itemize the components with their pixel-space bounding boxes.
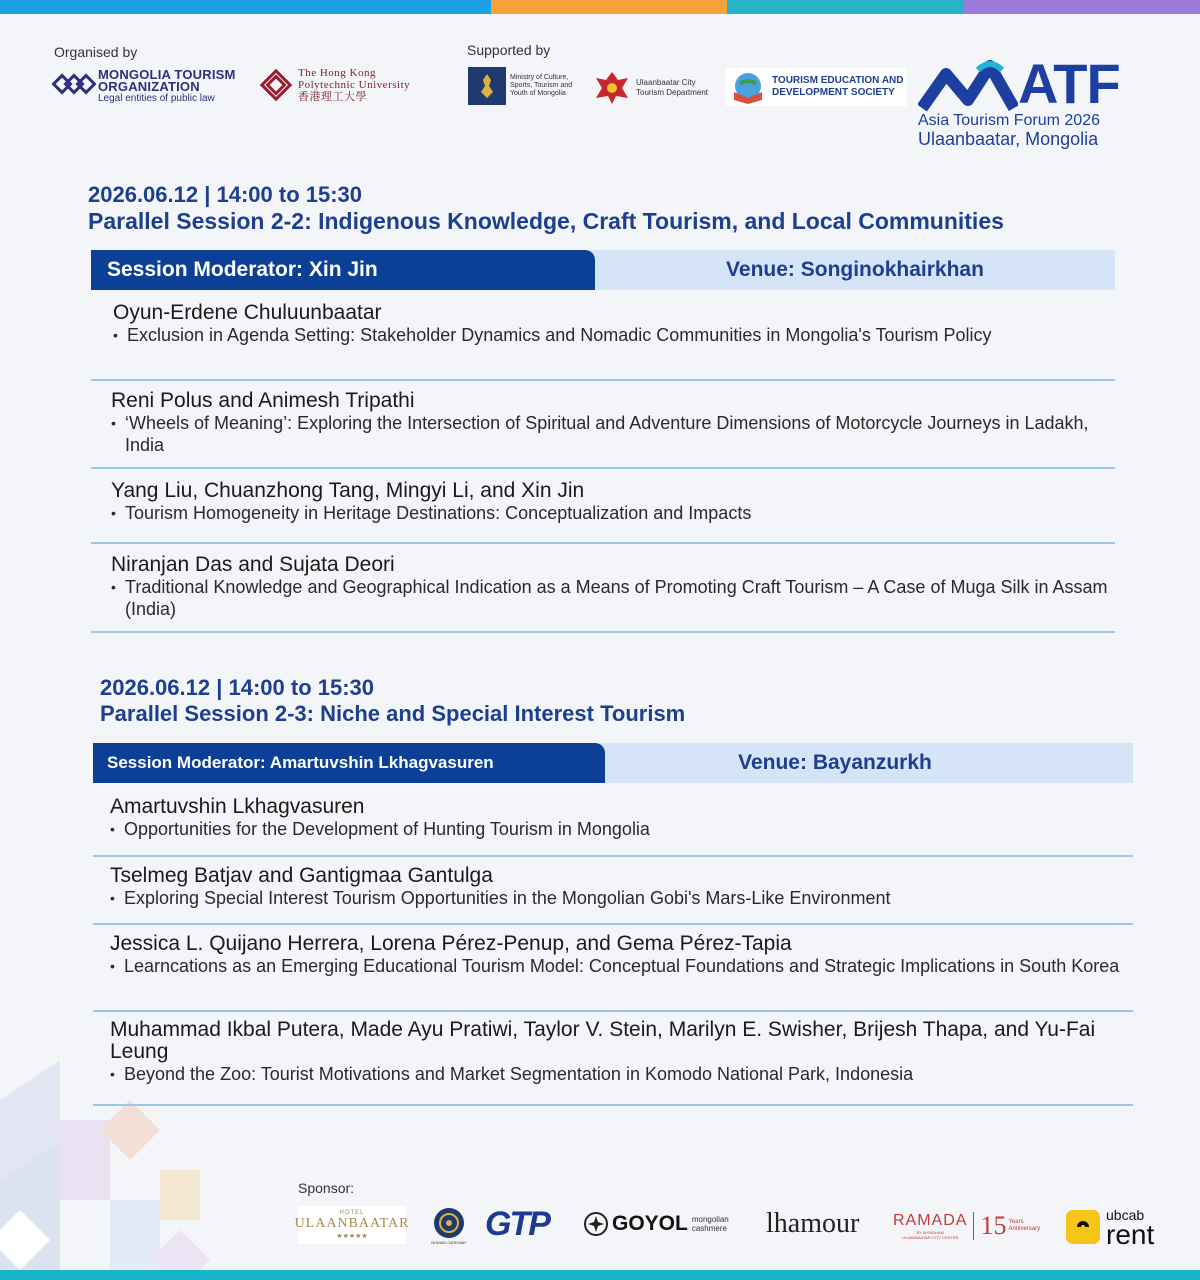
nomad-emblem-icon — [432, 1206, 466, 1240]
paper-authors: Oyun-Erdene Chuluunbaatar — [113, 301, 382, 324]
endless-knot-icon — [52, 68, 96, 104]
session-2-3-header — [100, 675, 685, 727]
paper-title: Exploring Special Interest Tourism Opportunities in the Mongolian Gobi's Mars-Like Environment — [124, 888, 891, 908]
bullet-icon: • — [111, 415, 116, 431]
paper-entry — [93, 1012, 1133, 1106]
session-2-3-paper-list — [93, 786, 1133, 1106]
lhamour-logo — [766, 1206, 859, 1242]
paper-entry — [91, 294, 1115, 381]
top-bar-orange — [491, 0, 727, 14]
mto-subtitle: Legal entities of public law — [98, 92, 215, 104]
ub-city-logo — [592, 68, 718, 108]
top-bar-teal — [727, 0, 963, 14]
hotel-name: ULAANBAATAR — [294, 1216, 410, 1231]
session-2-2-moderator-bar — [91, 250, 1115, 290]
ramada-years: Years Anniversary — [1008, 1219, 1041, 1232]
bullet-icon: • — [110, 1066, 115, 1082]
hotel-ulaanbaatar-logo — [294, 1206, 410, 1244]
gtp-text: GTP — [485, 1204, 549, 1243]
lhamour-text: lhamour — [766, 1208, 860, 1239]
paper-authors: Reni Polus and Animesh Tripathi — [111, 389, 415, 412]
ubcab-rent-logo — [1066, 1206, 1154, 1248]
goyol-text: GOYOL — [612, 1212, 688, 1235]
session-2-2-title: Parallel Session 2-2: Indigenous Knowledge, Craft Tourism, and Local Communities — [88, 208, 1004, 234]
goyol-flower-icon — [583, 1211, 609, 1237]
rent-text: rent — [1106, 1219, 1155, 1250]
paper-entry — [91, 469, 1115, 544]
polyu-name-line1: The Hong Kong — [298, 67, 376, 79]
gtp-logo — [485, 1206, 549, 1242]
nomad-text: NOMAD GATEWAY — [431, 1240, 467, 1245]
sponsor-label: Sponsor: — [298, 1180, 355, 1196]
hotel-label: HOTEL — [339, 1210, 365, 1216]
paper-entry — [91, 381, 1115, 469]
atf-mark: ATF — [1018, 52, 1120, 115]
bullet-icon: • — [110, 890, 115, 906]
paper-authors: Yang Liu, Chuanzhong Tang, Mingyi Li, and Xin Jin — [111, 479, 585, 502]
top-bar-purple — [964, 0, 1200, 14]
ubcab-icon — [1066, 1210, 1100, 1244]
polyu-name-chinese: 香港理工大學 — [298, 91, 367, 103]
top-color-bar — [0, 0, 1200, 14]
atf-line2: Ulaanbaatar, Mongolia — [918, 129, 1099, 149]
organised-by-label: Organised by — [54, 44, 138, 60]
polyu-emblem-icon — [258, 67, 294, 103]
supported-by-label: Supported by — [467, 42, 551, 58]
bullet-icon: • — [110, 821, 115, 837]
nomad-gateway-logo — [430, 1206, 468, 1245]
session-2-2-paper-list — [91, 294, 1115, 633]
teds-line2: DEVELOPMENT SOCIETY — [772, 87, 895, 98]
bullet-icon: • — [111, 505, 116, 521]
paper-title: Learncations as an Emerging Educational Tourism Model: Conceptual Foundations and Strategic Implications in South Korea — [124, 956, 1120, 976]
paper-authors: Niranjan Das and Sujata Deori — [111, 553, 395, 576]
session-2-3-venue: Venue: Bayanzurkh — [738, 751, 932, 774]
book-globe-icon — [730, 70, 766, 104]
ramada-sub: BY WYNDHAM — [916, 1230, 944, 1235]
polyu-logo — [258, 67, 410, 103]
bottom-color-bar — [0, 1270, 1200, 1280]
paper-authors: Jessica L. Quijano Herrera, Lorena Pérez-Penup, and Gema Pérez-Tapia — [110, 932, 792, 955]
ramada-logo — [893, 1208, 1048, 1244]
teds-logo — [726, 68, 907, 106]
paper-authors: Amartuvshin Lkhagvasuren — [110, 795, 365, 818]
paper-title: Exclusion in Agenda Setting: Stakeholder Dynamics and Nomadic Communities in Mongolia's Tourism Policy — [127, 325, 992, 345]
garuda-emblem-icon — [592, 68, 632, 108]
bullet-icon: • — [113, 327, 118, 343]
session-2-2-date: 2026.06.12 | 14:00 to 15:30 — [88, 182, 363, 207]
bullet-icon: • — [110, 958, 115, 974]
paper-title: Beyond the Zoo: Tourist Motivations and Market Segmentation in Komodo National Park, Indonesia — [124, 1064, 914, 1084]
atf-line1: Asia Tourism Forum 2026 — [918, 112, 1100, 129]
session-2-3-moderator: Session Moderator: Amartuvshin Lkhagvasuren — [93, 743, 605, 783]
teds-line1: TOURISM EDUCATION AND — [772, 75, 904, 86]
mto-name-line1: MONGOLIA TOURISM — [98, 66, 236, 82]
paper-authors: Muhammad Ikbal Putera, Made Ayu Pratiwi, Taylor V. Stein, Marilyn E. Swisher, Brijesh Thapa, and Yu-Fai Leung — [110, 1018, 1096, 1063]
mto-logo — [52, 68, 236, 104]
goyol-subtitle: mongolian cashmere — [691, 1215, 729, 1233]
ramada-divider — [973, 1212, 974, 1240]
session-2-2-header — [88, 182, 1004, 234]
ub-city-text: Ulaanbaatar City Tourism Department — [636, 78, 709, 97]
ministry-text: Ministry of Culture, Sports, Tourism and Youth of Mongolia — [510, 74, 573, 97]
session-2-2-moderator: Session Moderator: Xin Jin — [91, 250, 595, 290]
paper-title: Tourism Homogeneity in Heritage Destinations: Conceptualization and Impacts — [125, 503, 752, 523]
mongolia-emblem-icon — [468, 67, 506, 105]
goyol-logo — [583, 1208, 738, 1240]
session-2-3-title: Parallel Session 2-3: Niche and Special Interest Tourism — [100, 701, 686, 726]
ramada-text: RAMADA — [893, 1212, 968, 1229]
hotel-stars: ★★★★★ — [336, 1233, 368, 1240]
paper-title: Traditional Knowledge and Geographical Indication as a Means of Promoting Craft Tourism – A Case of Muga Silk in Assam (India) — [125, 577, 1108, 619]
ramada-15: 15 — [980, 1211, 1007, 1240]
session-2-3-date: 2026.06.12 | 14:00 to 15:30 — [100, 675, 375, 700]
ministry-logo — [468, 67, 576, 105]
paper-authors: Tselmeg Batjav and Gantigmaa Gantulga — [110, 864, 493, 887]
paper-title: Opportunities for the Development of Hunting Tourism in Mongolia — [124, 819, 650, 839]
ubcab-text: ubcab — [1106, 1207, 1145, 1223]
atf-logo — [918, 52, 1136, 149]
session-2-2-venue: Venue: Songinokhairkhan — [726, 258, 984, 281]
session-2-3-moderator-bar — [93, 743, 1133, 783]
mto-name-line2: ORGANIZATION — [98, 78, 200, 94]
ramada-sub2: ULAANBAATAR CITY CENTER — [901, 1235, 959, 1240]
polyu-name-line2: Polytechnic University — [298, 79, 411, 91]
paper-entry — [91, 544, 1115, 633]
bullet-icon: • — [111, 579, 116, 595]
paper-entry — [93, 786, 1133, 857]
top-bar-blue — [0, 0, 491, 14]
paper-entry — [93, 925, 1133, 1012]
paper-entry — [93, 857, 1133, 925]
paper-title: ‘Wheels of Meaning’: Exploring the Intersection of Spiritual and Adventure Dimensions of Motorcycle Journeys in Ladakh, India — [125, 413, 1089, 455]
atf-mountain-m-icon — [918, 60, 1018, 112]
